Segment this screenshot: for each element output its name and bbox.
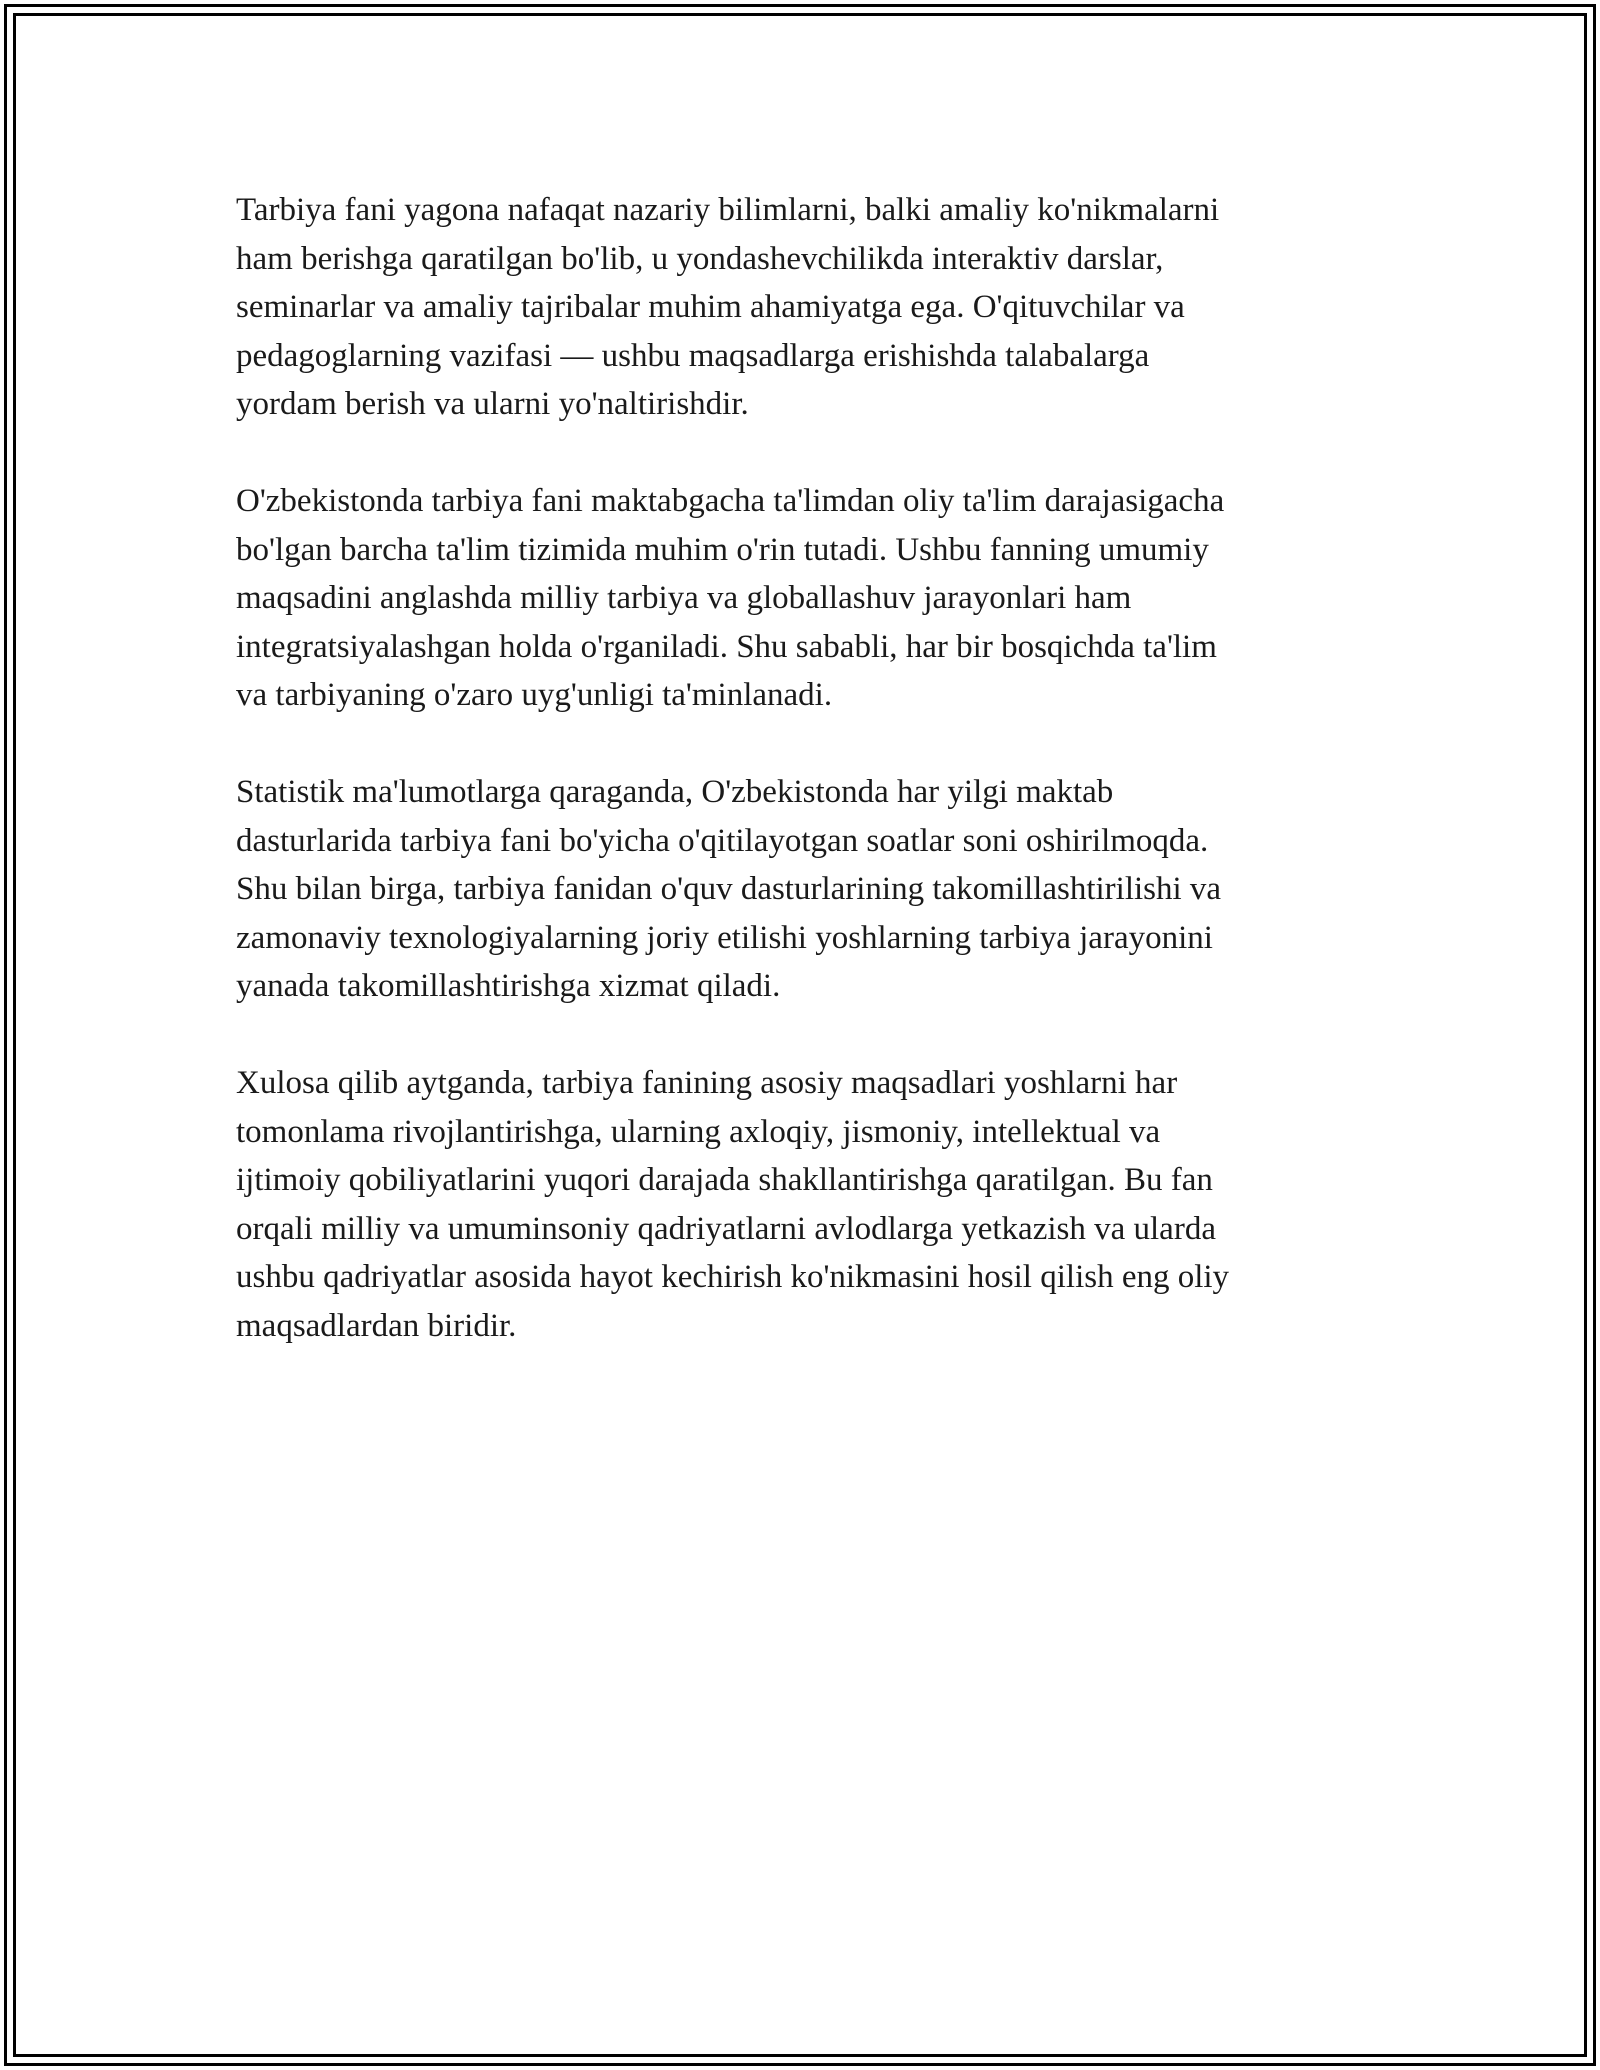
paragraph-3: Statistik ma'lumotlarga qaraganda, O'zbekistonda har yilgi maktab dasturlarida tarbiya fani bo'yicha o'qitilayotgan soatlar soni oshirilmoqda. Shu bilan birga, tarbiya fanidan o'quv dasturlarining takomillashtirilishi va zamonaviy texnologiyalarning joriy etilishi yoshlarning tarbiya jarayonini yanada takomillashtirishga xizmat qiladi. <box>236 774 1222 1004</box>
paragraph-4: Xulosa qilib aytganda, tarbiya fanining asosiy maqsadlari yoshlarni har tomonlama rivojlantirishga, ularning axloqiy, jismoniy, intellektual va ijtimoiy qobiliyatlarini yuqori darajada shakllantirishga qaratilgan. Bu fan orqali milliy va umuminsoniy qadriyatlarni avlodlarga yetkazish va ularda ushbu qadriyatlar asosida hayot kechirish ko'nikmasini hosil qilish eng oliy maqsadlardan biridir. <box>236 1065 1230 1344</box>
paragraph-1: Tarbiya fani yagona nafaqat nazariy bilimlarni, balki amaliy ko'nikmalarni ham berishga qaratilgan bo'lib, u yondashevchilikda interaktiv darslar, seminarlar va amaliy tajribalar muhim ahamiyatga ega. O'qituvchilar va pedagoglarning vazifasi — ushbu maqsadlarga erishishda talabalarga yordam berish va ularni yo'naltirishdir. <box>236 192 1220 422</box>
document-body <box>236 186 1354 1399</box>
paragraph-2: O'zbekistonda tarbiya fani maktabgacha ta'limdan oliy ta'lim darajasigacha bo'lgan barcha ta'lim tizimida muhim o'rin tutadi. Ushbu fanning umumiy maqsadini anglashda milliy tarbiya va globallashuv jarayonlari ham integratsiyalashgan holda o'rganiladi. Shu sababli, har bir bosqichda ta'lim va tarbiyaning o'zaro uyg'unligi ta'minlanadi. <box>236 483 1225 713</box>
